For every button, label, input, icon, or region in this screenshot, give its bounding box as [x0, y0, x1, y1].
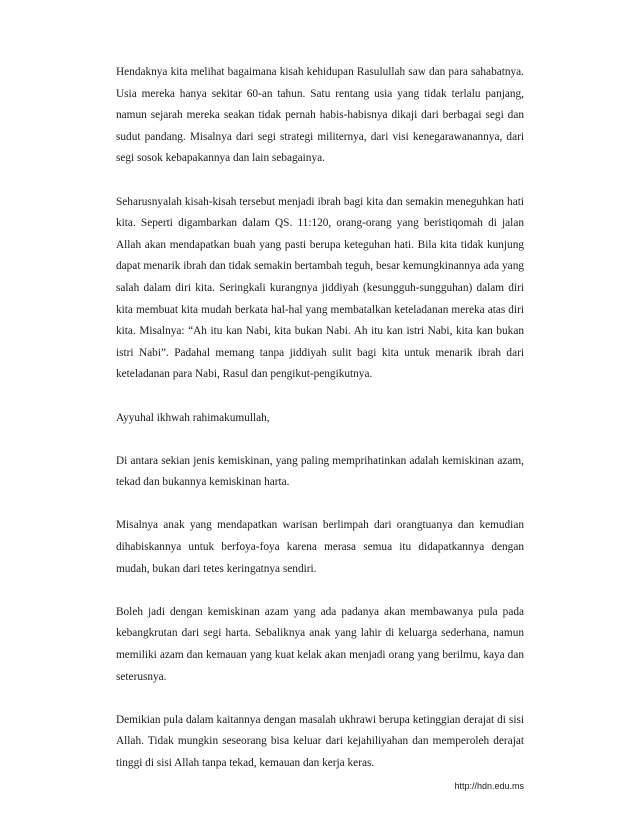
paragraph: Hendaknya kita melihat bagaimana kisah kehidupan Rasulullah saw dan para sahabatnya. Usia mereka hanya sekitar 60-an tahun. Satu rentang usia yang tidak terlalu panjang, namun sejarah mereka seakan tidak pernah habis-habisnya dikaji dari berbagai segi dan sudut pandang. Misalnya dari segi strategi militernya, dari visi kenegarawanannya, dari segi sosok kebapakannya dan lain sebagainya. — [116, 66, 524, 165]
paragraph: Di antara sekian jenis kemiskinan, yang paling memprihatinkan adalah kemiskinan azam, tekad dan bukannya kemiskinan harta. — [116, 454, 524, 489]
paragraph: Misalnya anak yang mendapatkan warisan berlimpah dari orangtuanya dan kemudian dihabiskannya untuk berfoya-foya karena merasa semua itu didapatkannya dengan mudah, bukan dari tetes keringatnya sendiri. — [116, 519, 524, 575]
paragraph: Demikian pula dalam kaitannya dengan masalah ukhrawi berupa ketinggian derajat di sisi Allah. Tidak mungkin seseorang bisa keluar dari kejahiliyahan dan memperoleh derajat tinggi di sisi Allah tanpa tekad, kemauan dan kerja keras. — [116, 713, 524, 769]
document-body — [116, 62, 524, 796]
footer-url: http://hdn.edu.ms — [454, 781, 524, 791]
paragraph: Ayyuhal ikhwah rahimakumullah, — [116, 411, 270, 424]
paragraph: Seharusnyalah kisah-kisah tersebut menjadi ibrah bagi kita dan semakin meneguhkan hati kita. Seperti digambarkan dalam QS. 11:120, orang-orang yang beristiqomah di jalan Allah akan mendapatkan buah yang pasti berupa keteguhan hati. Bila kita tidak kunjung dapat menarik ibrah dan tidak semakin bertambah teguh, besar kemungkinannya ada yang salah dalam diri kita. Seringkali kurangnya jiddiyah (kesungguh-sungguhan) dalam diri kita membuat kita mudah berkata hal-hal yang membatalkan keteladanan mereka atas diri kita. Misalnya: “Ah itu kan Nabi, kita bukan Nabi. Ah itu kan istri Nabi, kita kan bukan istri Nabi”. Padahal memang tanpa jiddiyah sulit bagi kita untuk menarik ibrah dari keteladanan para Nabi, Rasul dan pengikut-pengikutnya. — [116, 195, 524, 381]
paragraph: Boleh jadi dengan kemiskinan azam yang ada padanya akan membawanya pula pada kebangkrutan dari segi harta. Sebaliknya anak yang lahir di keluarga sederhana, namun memiliki azam dan kemauan yang kuat kelak akan menjadi orang yang berilmu, kaya dan seterusnya. — [116, 605, 524, 683]
